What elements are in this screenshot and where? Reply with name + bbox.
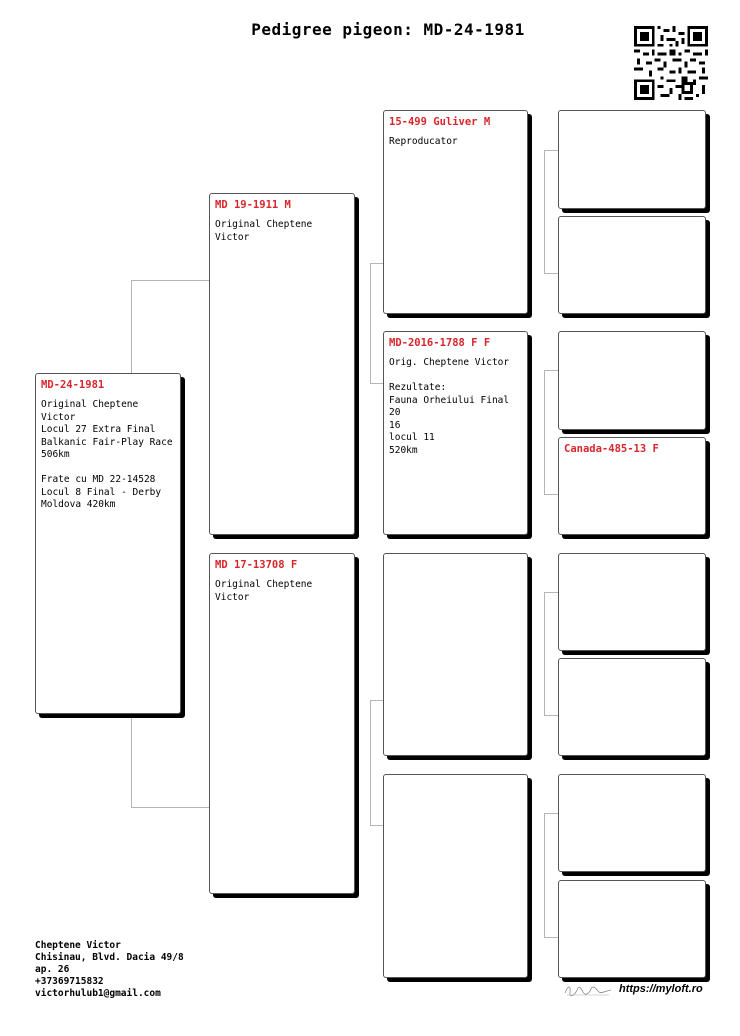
pigeon-card-sire[interactable]: [209, 193, 355, 535]
pigeon-card-ggp-6[interactable]: [558, 658, 706, 756]
pigeon-ring-number: MD-2016-1788 F F: [389, 337, 491, 349]
pigeon-info: Original Cheptene Victor: [215, 219, 318, 243]
connector-line: [544, 937, 559, 938]
pigeon-card-subject[interactable]: [35, 373, 181, 714]
connector-line: [370, 825, 384, 826]
pigeon-ring-number: MD 19-1911 M: [215, 199, 291, 211]
pigeon-ring-number: MD-24-1981: [41, 379, 105, 391]
connector-line: [370, 700, 371, 825]
connector-line: [544, 150, 545, 273]
pigeon-card-dam-sire[interactable]: [383, 553, 528, 756]
pigeon-info: Orig. Cheptene Victor Rezultate: Fauna Orheiului Final 20 16 locul 11 520km: [389, 357, 510, 456]
pigeon-card-ggp-2[interactable]: [558, 216, 706, 314]
page-title: Pedigree pigeon: MD-24-1981: [251, 20, 525, 39]
pigeon-ring-number: MD 17-13708 F: [215, 559, 298, 571]
connector-line: [544, 370, 545, 494]
pigeon-card-ggp-7[interactable]: [558, 774, 706, 872]
pigeon-card-sire-dam[interactable]: [383, 331, 528, 535]
pigeon-card-ggp-1[interactable]: [558, 110, 706, 209]
owner-contact: Cheptene Victor Chisinau, Blvd. Dacia 49/8 ap. 26 +37369715832 victorhulub1@gmail.com: [35, 940, 184, 999]
connector-line: [544, 813, 559, 814]
pigeon-info: Original Cheptene Victor: [215, 579, 318, 603]
website-link[interactable]: https://myloft.ro: [619, 983, 703, 995]
connector-line: [544, 150, 559, 151]
connector-line: [544, 494, 559, 495]
pigeon-info: Reproducator: [389, 136, 458, 147]
connector-line: [370, 383, 384, 384]
connector-line: [544, 592, 545, 715]
pigeon-card-ggp-3[interactable]: [558, 331, 706, 430]
connector-line: [544, 273, 559, 274]
pigeon-ring-number: Canada-485-13 F: [564, 443, 659, 455]
connector-line: [544, 370, 559, 371]
pigeon-card-dam[interactable]: [209, 553, 355, 894]
connector-line: [131, 280, 209, 281]
qr-code: [634, 26, 708, 100]
pigeon-card-ggp-5[interactable]: [558, 553, 706, 651]
connector-line: [544, 592, 559, 593]
pigeon-card-ggp-4[interactable]: [558, 437, 706, 535]
connector-line: [370, 700, 384, 701]
pigeon-card-dam-dam[interactable]: [383, 774, 528, 978]
connector-line: [544, 715, 559, 716]
pigeon-card-sire-sire[interactable]: [383, 110, 528, 314]
connector-line: [370, 263, 384, 264]
pigeon-ring-number: 15-499 Guliver M: [389, 116, 491, 128]
connector-line: [370, 263, 371, 383]
connector-line: [544, 813, 545, 937]
connector-line: [131, 807, 209, 808]
pigeon-card-ggp-8[interactable]: [558, 880, 706, 978]
pigeon-info: Original Cheptene Victor Locul 27 Extra Final Balkanic Fair-Play Race 506km Frate cu MD 22-14528 Locul 8 Final - Derby Moldova 420km: [41, 399, 173, 510]
signature-logo: [563, 982, 613, 998]
